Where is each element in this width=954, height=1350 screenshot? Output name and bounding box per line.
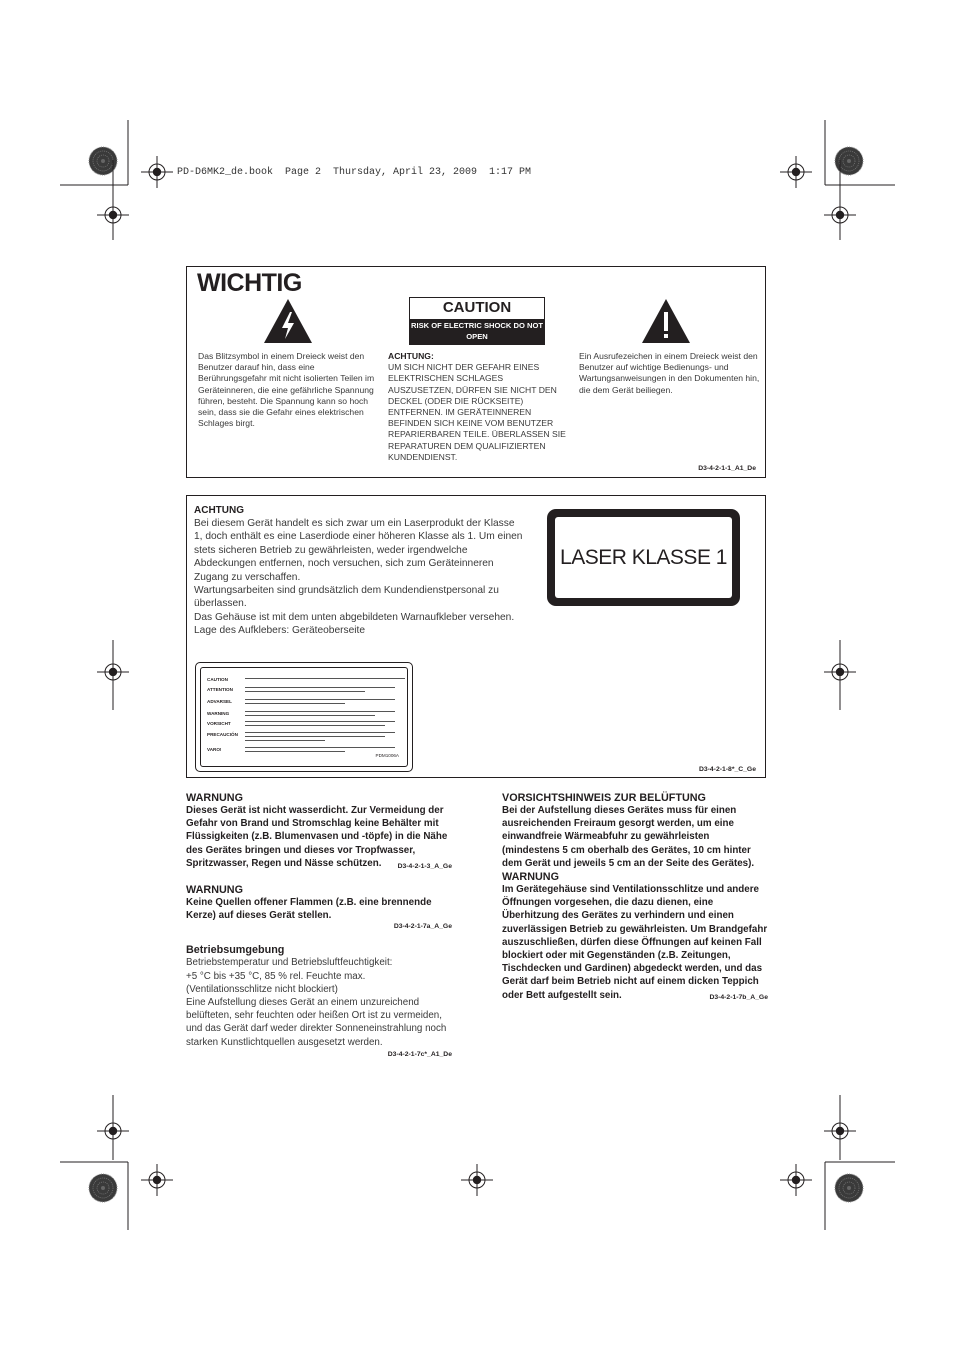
crosshair-icon [780,1164,812,1196]
reference-code: D3-4-2-1-7c*_A1_De [387,1050,452,1058]
laser-class-label [547,509,740,606]
crosshair-icon [461,1164,493,1196]
sticker-row [207,732,407,742]
betriebsumgebung-text [186,956,452,1048]
achtung-label: ACHTUNG: [388,351,434,361]
color-target-icon [835,1174,863,1202]
reference-code: D3-4-2-1-7b_A_Ge [709,993,768,1001]
sticker-lang-label: VARO! [207,747,222,752]
laser-description [194,517,524,638]
achtung-notice [388,351,568,463]
warnung-ventilation-text: Im Gerätegehäuse sind Ventilationsschlitze und andere Öffnungen vorgesehen, die dazu dienen, eine Überhitzung des Gerätes zu verhindern und einen zuverlässigen Betrieb zu gewährleisten. Um Brandgefahr auszuschließen, dürfen diese Öffnungen auf keinen Fall blockiert oder mit Gegenständen (z.B. Zeitungen, Tischdecken und Gardinen) abgedeckt werden, und das Gerät darf beim Betrieb nicht auf einem dicken Teppich oder Bett aufgestellt sein. [502,884,768,1001]
warnung-ventilation-title: WARNUNG [502,871,559,884]
left-column [186,792,452,1058]
betrieb-line: Eine Aufstellung dieses Gerät an einem unzureichend belüfteten, sehr feuchten oder heißen Ort ist zu vermeiden, und das Gerät darf weder direkter Sonneneinstrahlung noch starken Kunstlichtquellen ausgesetzt werden. [186,997,447,1048]
print-header: PD-D6MK2_de.book Page 2 Thursday, April 23, 2009 1:17 PM [177,167,532,178]
right-column [502,792,768,1002]
reference-code: D3-4-2-1-8*_C_Ge [698,766,756,773]
sticker-row [207,699,407,709]
laser-class-text: LASER KLASSE 1 [555,517,732,598]
betrieb-line: Betriebstemperatur und Betriebsluftfeuchtigkeit: [186,957,393,969]
warnung-flame-text: Keine Quellen offener Flammen (z.B. eine brennende Kerze) auf dieses Gerät stellen. [186,897,432,922]
wichtig-title: WICHTIG [197,269,302,297]
laser-paragraph: Das Gehäuse ist mit dem unten abgebildeten Warnaufkleber versehen. [194,611,515,623]
warning-sticker-inner [200,667,408,767]
reference-code: D3-4-2-1-1_A1_De [698,465,756,472]
warnung-flame-title: WARNUNG [186,884,243,897]
color-target-icon [89,1174,117,1202]
sticker-code: PDM1006A [375,753,399,758]
warnung-ventilation-block [502,883,768,1002]
crosshair-icon [141,156,173,188]
lightning-warning-icon [263,298,313,344]
lightning-explanation: Das Blitzsymbol in einem Dreieck weist den Benutzer darauf hin, dass eine Berührungsgefahr mit nicht isolierten Teilen im Geräteinneren, die eine gefährliche Spannung führen, besteht. Die Spannung kann so hoch sein, dass sie die Gefahr eines elektrischen Schlages birgt. [198,351,375,429]
belueftung-title: VORSICHTSHINWEIS ZUR BELÜFTUNG [502,792,706,804]
laser-paragraph: Bei diesem Gerät handelt es sich zwar um ein Laserprodukt der Klasse 1, doch enthält es eine Laserdiode einer höheren Klasse als 1. Um einen stets sicheren Betrieb zu gewährleisten, weder irgendwelche Abdeckungen entfernen, noch versuchen, sich zum Geräteinneren Zugang zu verschaffen. [194,518,523,583]
warnung-water-title: WARNUNG [186,792,243,804]
caution-title: CAUTION [442,299,512,316]
sticker-lang-label: CAUTION [207,677,228,682]
sticker-row [207,687,407,697]
exclamation-explanation: Ein Ausrufezeichen in einem Dreieck weist den Benutzer auf wichtige Bedienungs- und Wartungsanweisungen in den Dokumenten hin, die dem Gerät beiliegen. [579,351,760,395]
caution-subtitle: RISK OF ELECTRIC SHOCK DO NOT OPEN [410,319,544,344]
laser-paragraph: Wartungsarbeiten sind grundsätzlich dem Kundendienstpersonal zu überlassen. [194,585,499,610]
reference-code: D3-4-2-1-7a_A_Ge [393,923,452,931]
betriebsumgebung-title: Betriebsumgebung [186,944,285,957]
caution-panel [409,297,545,345]
sticker-row [207,711,407,721]
reference-code: D3-4-2-1-3_A_Ge [397,863,452,871]
sticker-lang-label: WARNING [207,711,230,716]
sticker-row [207,721,407,731]
wichtig-box [186,266,766,478]
sticker-lang-label: ATTENTION [207,687,233,692]
betrieb-line: +5 °C bis +35 °C, 85 % rel. Feuchte max. [186,970,366,982]
crosshair-icon [780,156,812,188]
sticker-lang-label: ADVARSEL [207,699,232,704]
warning-sticker [195,662,413,772]
warnung-water-block [186,804,452,870]
crosshair-icon [141,1164,173,1196]
color-target-icon [835,147,863,175]
belueftung-text: Bei der Aufstellung dieses Gerätes muss für einen ausreichenden Freiraum gesorgt werden, um eine einwandfreie Wärmeabfuhr zu gewährleisten (mindestens 5 cm oberhalb des Gerätes, 10 cm hinter dem Gerät und jeweils 5 cm an der Seite des Gerätes). [502,805,755,869]
exclamation-warning-icon [641,298,691,344]
sticker-row [207,677,407,687]
achtung-text: UM SICH NICHT DER GEFAHR EINES ELEKTRISCHEN SCHLAGES AUSZUSETZEN, DÜRFEN SIE NICHT DEN DECKEL (ODER DIE RÜCKSEITE) ENTFERNEN. IM GERÄTEINNEREN BEFINDEN SICH KEINE VOM BENUTZER REPARIERBAREN TEILE. ÜBERLASSEN SIE REPARATUREN DEM QUALIFIZIERTEN KUNDENDIENST. [388,362,566,462]
laser-box [186,495,766,778]
sticker-lang-label: VORSICHT [207,721,231,726]
laser-paragraph: Lage des Aufklebers: Geräteoberseite [194,625,366,637]
laser-achtung-title: ACHTUNG [194,505,244,516]
betrieb-line: (Ventilationsschlitze nicht blockiert) [186,983,338,995]
sticker-lang-label: PRECAUCIÓN [207,732,238,737]
warnung-water-text: Dieses Gerät ist nicht wasserdicht. Zur Vermeidung der Gefahr von Brand und Stromschlag keine Behälter mit Flüssigkeiten (z.B. Blumenvasen und -töpfe) in die Nähe des Gerätes bringen und dieses vor Tropfwasser, Spritzwasser, Regen und Nässe schützen. [186,805,448,869]
